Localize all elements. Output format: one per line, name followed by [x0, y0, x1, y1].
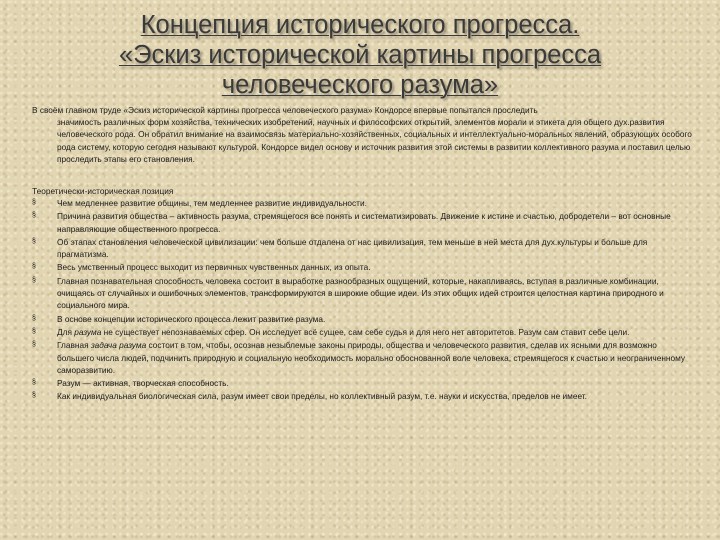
list-item — [32, 275, 692, 312]
bullet-marker: § — [32, 314, 36, 322]
list-item-text-after: состоит в том, чтобы, осознав незыблемые законы природы, общества и человеческого развития, сделав их ясными для возможно большего числа людей, подчинить природную и социальную необходимость морально обоснованной воле человека, стремящегося к счастью и неограниченному саморазвитию. — [57, 340, 686, 375]
list-item-text: Как индивидуальная биологическая сила, разум имеет свои пределы, но коллективный разум, т.е. науки и искусства, пределов не имеет. — [57, 391, 587, 402]
list-item — [32, 377, 692, 389]
list-item-text-before: Для — [57, 326, 75, 337]
list-item-emphasis: разума — [74, 326, 102, 337]
list-item-text-before: Главная — [57, 340, 91, 351]
list-item — [32, 339, 692, 376]
list-item-text-after: не существует непознаваемых сфер. Он исследует всё сущее, сам себе судья и для него нет авторитетов. Разум сам ставит себе цели. — [101, 326, 630, 337]
bullet-marker: § — [32, 237, 36, 245]
intro-first-line: В своём главном труде «Эскиз исторической картины прогресса человеческого разума» Кондорсе впервые попытался проследить — [32, 105, 538, 115]
bullet-marker: § — [32, 392, 36, 400]
list-item — [32, 313, 692, 325]
bullet-marker: § — [32, 341, 36, 349]
title-line-3: человеческого разума» — [221, 71, 499, 99]
bullet-marker: § — [32, 212, 36, 220]
list-item-emphasis: задача разума — [90, 340, 147, 351]
bullet-marker: § — [32, 199, 36, 206]
list-item-text: В основе концепции исторического процесса лежит развитие разума. — [57, 313, 326, 324]
slide-title — [40, 10, 680, 100]
section-heading: Теоретически-историческая позиция — [32, 186, 174, 196]
list-item — [32, 210, 692, 235]
bullet-marker: § — [32, 276, 36, 284]
bullet-list — [32, 197, 692, 404]
title-line-1: Концепция исторического прогресса. — [140, 11, 580, 39]
list-item — [32, 390, 692, 402]
title-line-2: «Эскиз исторической картины прогресса — [118, 41, 602, 69]
intro-paragraph — [32, 104, 692, 165]
list-item — [32, 326, 692, 338]
list-item — [32, 261, 692, 273]
list-item-text: Весь умственный процесс выходит из первичных чувственных данных, из опыта. — [57, 262, 371, 273]
list-item-text: Разум — активная, творческая способность. — [57, 378, 229, 389]
list-item — [32, 197, 692, 209]
list-item-text: Об этапах становления человеческой цивилизации: чем больше отдалена от нас цивилизация, тем меньше в ней места для дух.культуры и больше для прагматизма. — [57, 236, 648, 260]
list-item-text: Чем медленнее развитие общины, тем медленнее развитие индивидуальности. — [57, 198, 367, 208]
bullet-marker: § — [32, 263, 36, 271]
list-item-text: Главная познавательная способность человека состоит в выработке разнообразных ощущений, которые, накапливаясь, вступая в различные комбинации, очищаясь от случайных и ошибочных элементов, трансформируются в широкие общие идеи. Из этих общих идей строится целостная картина природного и социального мира. — [57, 275, 664, 311]
list-item-text: Причина развития общества – активность разума, стремящегося все понять и систематизировать. Движение к истине и счастью, добродетели – вот основные направляющие общественного прогресса. — [57, 211, 671, 234]
bullet-marker: § — [32, 327, 36, 335]
bullet-marker: § — [32, 379, 36, 387]
intro-rest: значимость различных форм хозяйства, технических изобретений, научных и философских открытий, элементов морали и этикета для общего дух.развития человеческого рода. Он обратил внимание на взаимосвязь материально-хозяйственных, социальных и интеллектуально-моральных явлений, образующих особого рода систему, которую сегодня называют культурой. Кондорсе видел основу и источник развития этой системы в развитии коллективного разума и поставил целью проследить этапы его становления. — [57, 117, 692, 164]
list-item — [32, 236, 692, 261]
